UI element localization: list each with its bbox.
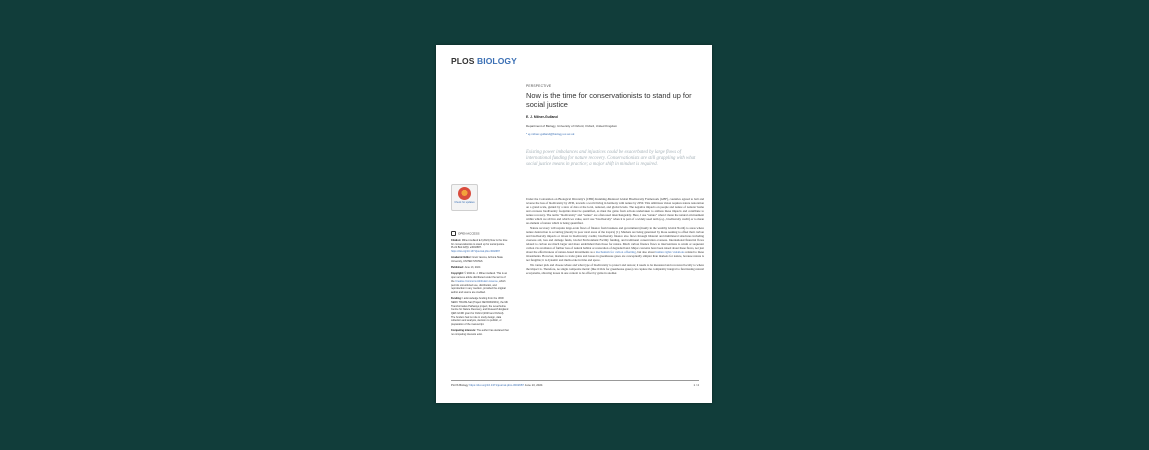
author-email-link[interactable]: * ej.milner-gulland@biology.ox.ac.uk <box>526 132 575 136</box>
article-type: PERSPECTIVE <box>526 84 552 88</box>
page-footer: PLOS Biology https://doi.org/10.1371/journal.pbio.3002687 June 13, 2024 1 / 4 <box>451 383 699 387</box>
page-number: 1 / 4 <box>693 383 699 387</box>
body-paragraph: We cannot pick and choose where and what type of biodiversity to protect and restore; it needs to be measured and recovered locally to where the impact is. Therefore, no single composite metric (like tCO2e for greenhouse gases) can capture the complexity integral to functioning natural ecosystems, allowing losses in one context to be offset by gains in another. <box>526 262 704 275</box>
copyright-block: Copyright: © 2024 E. J. Milner-Gulland. This is an open access article distributed under the terms of the Creative Commons Attribution License, which permits unrestricted use, distribution, and reproduction in any medium, provided the original author and source are credited. <box>451 272 508 294</box>
check-for-updates-icon <box>458 187 471 200</box>
funding-block: Funding: I acknowledge funding from the UKRI NERC TRANS-Sat (Project NE/X006166/1), the Mit Transformative Pathways project, the Leverhulme Centre for Nature Recovery, and Research England QEP-GCRF grant for Oxford (2023 and Oxford). The funders had no role in study design, data collection and analysis, decision to publish, or preparation of the manuscript. <box>451 297 509 327</box>
citation-doi-link[interactable]: https://doi.org/10.1371/journal.pbio.3002687 <box>451 250 500 254</box>
editor-block: Academic Editor: Gretz Iacona, Arizona State University, UNITED STATES <box>451 256 503 264</box>
body-paragraph: Under the Convention on Biological Diversity's (CBD) Kunming-Montreal Global Biodiversity Framework (GBF), countries agreed to halt and reverse the loss of biodiversity by 2030, towards a world living in harmony with nature by 2050. This ambitious vision requires nature restoration on a grand scale, guided by a slew of data at the local, national, and global levels. The negative impacts on people and nature of nations' home and overseas biodiversity footprints must be quantified, as must the gains from actions undertaken to address these impacts and contribute to nature recovery. The terms "biodiversity" and "nature" are often used interchangeably. Here, I use "nature" when I mean the natural environment within which we all live and which we value, and I use "biodiversity" when it is part of a widely used term (e.g., biodiversity credit) or to mean an element of nature which is being quantified. <box>526 197 704 226</box>
article-body <box>526 197 704 275</box>
article-page <box>436 45 712 403</box>
author-name[interactable]: E. J. Milner-Gulland <box>526 115 558 119</box>
journal-logo[interactable]: PLOS BIOLOGY <box>451 56 517 66</box>
human-rights-link[interactable]: human rights violations <box>655 250 685 255</box>
carbon-offsetting-link[interactable]: mechanism for carbon offsetting <box>595 250 636 255</box>
article-title: Now is the time for conservationists to stand up for social justice <box>526 91 692 109</box>
open-access-label: OPEN ACCESS <box>451 231 509 236</box>
author-affiliation: Department of Biology, University of Oxford, Oxford, United Kingdom <box>526 124 618 128</box>
article-abstract: Existing power imbalances and injustices could be exacerbated by large flows of international funding for nature recovery. Conservationists are still grappling with what social justice means in practice; a major shift in mindset is required. <box>526 150 696 168</box>
article-info-sidebar <box>451 231 509 339</box>
check-for-updates-button[interactable] <box>451 184 478 211</box>
citation-block: Citation: Milner-Gulland EJ (2024) Now is the time for conservationists to stand up for social justice. PLoS Biol 22(6): e3002687. https://doi.org/10.1371/journal.pbio.3002687 <box>451 239 508 254</box>
published-block: Published: June 13, 2024 <box>451 266 481 270</box>
footer-doi-link[interactable]: https://doi.org/10.1371/journal.pbio.3002687 <box>469 383 524 387</box>
check-for-updates-label: Check for updates <box>454 201 475 204</box>
footer-divider <box>451 380 699 381</box>
body-paragraph: Nature recovery will require large-scale flows of finance from business and government (mostly in the wealthy Global North) to areas where nature destruction is occurring (mostly in poor rural areas of the tropics) [1]. Markets are being generated by those seeking to offset their carbon and biodiversity impacts or invest in biodiversity credits; biodiversity finance also flows through bilateral and multilateral structures including overseas aid, loss and damage funds, Global Environment Facility funding, and traditional conservation overseas. International financial flows related to carbon are much larger and more established than those for nature. Much carbon finance flows to interventions to retain or sequester carbon via avoidance of further loss of natural habitat or restoration of degraded land. Major concerns have been raised about these flows, not just about the effectiveness of nature-based investments as a mechanism for carbon offsetting, but also about human rights violations related to these investments. However, markets to trade gains and losses in greenhouse gases are conceptually simpler than markets for nature, because nature is not fungible; it is dynamic and multi-scale in time and space. <box>526 225 705 263</box>
license-link[interactable]: Creative Commons Attribution License <box>455 279 498 283</box>
open-lock-icon <box>451 231 456 236</box>
competing-interests-block: Competing interests: The author has declared that no competing interests exist. <box>451 329 509 336</box>
